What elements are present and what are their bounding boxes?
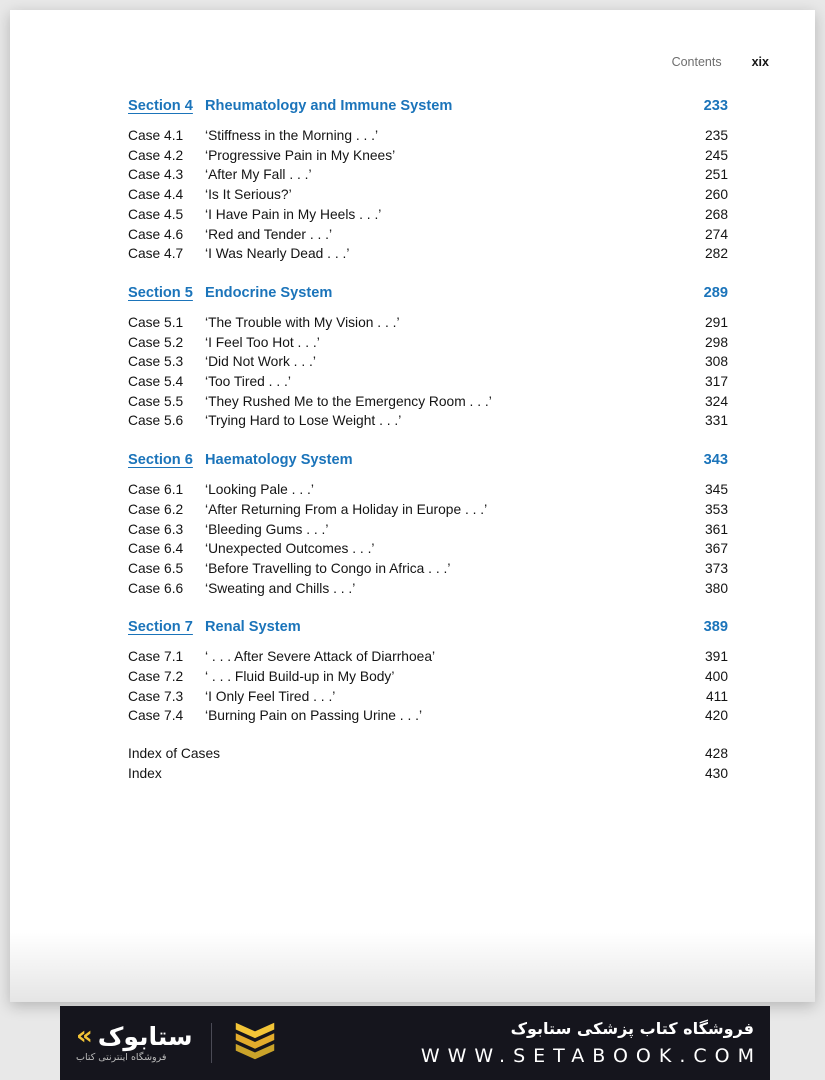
website-url: WWW.SETABOOK.COM xyxy=(420,1045,762,1067)
case-title: ‘Red and Tender . . .’ xyxy=(205,226,333,242)
case-row xyxy=(128,667,728,687)
case-page-number: 298 xyxy=(704,334,728,350)
section-label: Section 4 xyxy=(128,98,193,114)
running-head-contents: Contents xyxy=(671,55,722,69)
case-title: ‘Is It Serious?’ xyxy=(205,187,292,203)
case-page-number: 245 xyxy=(704,147,728,163)
case-title: ‘Sweating and Chills . . .’ xyxy=(205,580,356,596)
case-page-number: 353 xyxy=(704,501,728,517)
case-page-number: 308 xyxy=(704,354,728,370)
case-label: Case 5.1 xyxy=(128,314,184,330)
case-row xyxy=(128,146,728,166)
case-row xyxy=(128,372,728,392)
case-page-number: 291 xyxy=(704,314,728,330)
case-title: ‘I Was Nearly Dead . . .’ xyxy=(205,246,350,262)
table-of-contents xyxy=(128,96,728,784)
case-title: ‘I Feel Too Hot . . .’ xyxy=(205,334,320,350)
case-page-number: 274 xyxy=(704,226,728,242)
case-title: ‘The Trouble with My Vision . . .’ xyxy=(205,314,400,330)
book-page xyxy=(10,10,815,1002)
case-label: Case 6.1 xyxy=(128,482,184,498)
case-row xyxy=(128,165,728,185)
case-row xyxy=(128,313,728,333)
section-heading xyxy=(128,96,728,116)
case-title: ‘ . . . After Severe Attack of Diarrhoea’ xyxy=(205,649,436,665)
back-matter-page-number: 428 xyxy=(704,746,728,762)
case-label: Case 4.5 xyxy=(128,206,184,222)
case-label: Case 7.2 xyxy=(128,669,184,685)
case-page-number: 373 xyxy=(704,560,728,576)
case-title: ‘Progressive Pain in My Knees’ xyxy=(205,147,396,163)
case-row xyxy=(128,500,728,520)
case-title: ‘I Have Pain in My Heels . . .’ xyxy=(205,206,382,222)
case-page-number: 380 xyxy=(704,580,728,596)
book-chevrons-icon xyxy=(230,1018,280,1068)
case-row xyxy=(128,539,728,559)
case-page-number: 331 xyxy=(704,413,728,429)
case-label: Case 4.1 xyxy=(128,128,184,143)
case-page-number: 282 xyxy=(704,246,728,262)
guillemet-icon: « xyxy=(76,1021,93,1051)
case-row xyxy=(128,579,728,599)
section-page-number: 343 xyxy=(703,452,728,469)
case-page-number: 251 xyxy=(704,167,728,183)
back-matter xyxy=(128,744,728,783)
section-title: Rheumatology and Immune System xyxy=(205,98,453,114)
case-title: ‘They Rushed Me to the Emergency Room . . .’ xyxy=(205,393,492,409)
store-logo-subtitle: فروشگاه اینترنتی کتاب xyxy=(76,1052,167,1063)
store-description: فروشگاه کتاب پزشکی ستابوک xyxy=(510,1019,754,1038)
section-page-number: 233 xyxy=(703,98,728,114)
case-title: ‘Before Travelling to Congo in Africa . . .’ xyxy=(205,560,451,576)
case-title: ‘ . . . Fluid Build-up in My Body’ xyxy=(205,669,395,685)
case-page-number: 345 xyxy=(704,482,728,498)
case-label: Case 6.3 xyxy=(128,521,184,537)
running-head xyxy=(672,55,769,69)
footer-divider xyxy=(211,1023,212,1063)
case-title: ‘Trying Hard to Lose Weight . . .’ xyxy=(205,413,402,429)
back-matter-row xyxy=(128,744,728,764)
case-page-number: 420 xyxy=(704,708,728,724)
case-label: Case 4.3 xyxy=(128,167,184,183)
case-label: Case 7.3 xyxy=(128,688,184,704)
case-label: Case 4.2 xyxy=(128,147,184,163)
case-label: Case 7.4 xyxy=(128,708,184,724)
case-label: Case 7.1 xyxy=(128,649,184,665)
case-label: Case 4.6 xyxy=(128,226,184,242)
case-title: ‘After Returning From a Holiday in Europe . . .’ xyxy=(205,501,488,517)
case-title: ‘Stiffness in the Morning . . .’ xyxy=(205,128,379,143)
case-row xyxy=(128,480,728,500)
case-row xyxy=(128,352,728,372)
case-page-number: 260 xyxy=(704,187,728,203)
section-title: Endocrine System xyxy=(205,284,333,301)
case-label: Case 5.6 xyxy=(128,413,184,429)
case-row xyxy=(128,244,728,264)
case-row xyxy=(128,205,728,225)
case-label: Case 4.4 xyxy=(128,187,184,203)
back-matter-page-number: 430 xyxy=(704,765,728,781)
case-label: Case 5.4 xyxy=(128,374,184,390)
case-label: Case 5.2 xyxy=(128,334,184,350)
back-matter-title: Index xyxy=(128,765,162,781)
case-page-number: 367 xyxy=(704,541,728,557)
case-row xyxy=(128,520,728,540)
section-heading xyxy=(128,450,728,470)
store-logo xyxy=(76,1023,193,1063)
case-page-number: 411 xyxy=(706,688,728,704)
section-heading xyxy=(128,283,728,303)
case-row xyxy=(128,126,728,146)
case-page-number: 317 xyxy=(704,374,728,390)
case-row xyxy=(128,687,728,707)
case-page-number: 324 xyxy=(704,393,728,409)
section-label: Section 7 xyxy=(128,619,193,636)
back-matter-title: Index of Cases xyxy=(128,746,221,762)
case-title: ‘Unexpected Outcomes . . .’ xyxy=(205,541,375,557)
case-title: ‘Did Not Work . . .’ xyxy=(205,354,316,370)
case-row xyxy=(128,559,728,579)
case-title: ‘Looking Pale . . .’ xyxy=(205,482,314,498)
case-row xyxy=(128,706,728,726)
case-label: Case 6.6 xyxy=(128,580,184,596)
back-matter-row xyxy=(128,764,728,784)
case-row xyxy=(128,392,728,412)
case-label: Case 6.5 xyxy=(128,560,184,576)
case-title: ‘Burning Pain on Passing Urine . . .’ xyxy=(205,708,423,724)
running-head-page-number: xix xyxy=(751,55,769,69)
section-title: Renal System xyxy=(205,619,301,636)
case-title: ‘Bleeding Gums . . .’ xyxy=(205,521,329,537)
case-row xyxy=(128,411,728,431)
case-title: ‘Too Tired . . .’ xyxy=(205,374,291,390)
section-page-number: 289 xyxy=(703,284,728,301)
case-label: Case 5.3 xyxy=(128,354,184,370)
section-heading xyxy=(128,617,728,637)
case-label: Case 6.2 xyxy=(128,501,184,517)
case-page-number: 361 xyxy=(704,521,728,537)
section-label: Section 6 xyxy=(128,452,193,469)
case-row xyxy=(128,333,728,353)
case-title: ‘After My Fall . . .’ xyxy=(205,167,312,183)
footer-banner xyxy=(60,1006,770,1080)
case-row xyxy=(128,185,728,205)
store-logo-row xyxy=(76,1023,193,1049)
footer-contact xyxy=(420,1019,762,1067)
section-title: Haematology System xyxy=(205,452,353,469)
case-page-number: 235 xyxy=(704,128,728,143)
section-page-number: 389 xyxy=(703,619,728,636)
case-row xyxy=(128,647,728,667)
case-page-number: 400 xyxy=(704,669,728,685)
case-label: Case 6.4 xyxy=(128,541,184,557)
case-page-number: 268 xyxy=(704,206,728,222)
case-title: ‘I Only Feel Tired . . .’ xyxy=(205,688,336,704)
case-label: Case 5.5 xyxy=(128,393,184,409)
case-page-number: 391 xyxy=(704,649,728,665)
section-label: Section 5 xyxy=(128,284,193,301)
case-label: Case 4.7 xyxy=(128,246,184,262)
case-row xyxy=(128,225,728,245)
store-logo-title: ستابوک xyxy=(97,1021,193,1051)
